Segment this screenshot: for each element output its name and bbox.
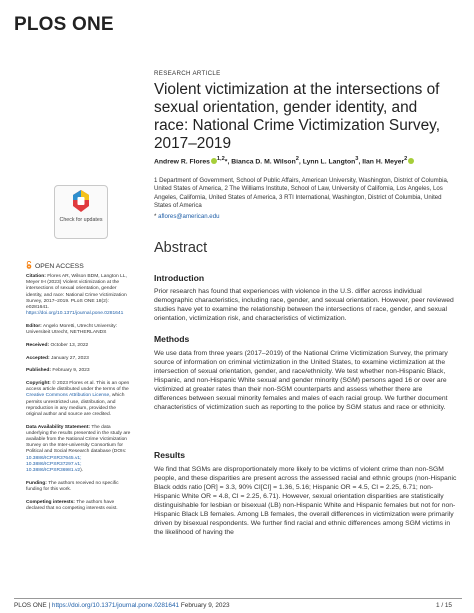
author-name[interactable]: Lynn L. Langton (302, 158, 356, 166)
author-name[interactable]: Bianca D. M. Wilson (231, 158, 296, 166)
open-lock-icon (26, 261, 32, 269)
data-doi-links[interactable]: 10.3886/ICPSR37645.v1; 10.3886/ICPSR37297.v1; 10.3886/ICPSR36981.v2 (26, 455, 82, 474)
open-access-text: OPEN ACCESS (35, 263, 84, 270)
author-name[interactable]: Andrew R. Flores (154, 158, 210, 166)
competing-interests-block: Competing interests: The authors have declared that no competing interests exist. (26, 499, 118, 511)
editor-block: Editor: Angelo Moretti, Utrecht University: Universiteit Utrecht, NETHERLANDS (26, 323, 118, 336)
check-for-updates-label: Check for updates (59, 217, 103, 223)
methods-text: We use data from three years (2017–2019) of the National Crime Victimization Survey, the primary source of information on criminal victimization in the United States, to examine victimization at the intersection of sexual orientation, gender, and race/ethnicity. We test whether non-Hispanic Black, Hispanic, and non-Hispanic White sexual and gender minority (SGM) persons aged 16 or over are victimized at greater rates than their non-SGM counterparts and assess whether there are differences between sexual minority females and males of each racial group. We further document characteristics of victimization such as reporting to the police by SGM status and race or ethnicity. (154, 350, 448, 411)
email-link[interactable]: aflores@american.edu (158, 213, 220, 220)
citation-doi-link[interactable]: https://doi.org/10.1371/journal.pone.0281641 (26, 311, 124, 317)
journal-logo: PLOS ONE (14, 14, 114, 35)
open-access-label (26, 261, 84, 270)
orcid-icon[interactable] (408, 158, 414, 164)
affiliations: 1 Department of Government, School of Public Affairs, American University, Washington, District of Columbia, United States of America, 2 The Williams Institute, School of Law, University of California, Los Angeles, Los Angeles, California, United States of America, 3 RTI International, Washington, District of Columbia, United States of America (154, 177, 449, 210)
license-link[interactable]: Creative Commons Attribution License (26, 393, 110, 399)
accepted-block: Accepted: January 27, 2023 (26, 355, 89, 361)
results-text: We find that SGMs are disproportionately more likely to be victims of violent crime than non-SGM people, and these disparities are present across the assessed racial and ethnic groups (non-Hispanic Black odds ratio [OR] = 3.3, 90% CI[CI] = 1.36, 5.16; Hispanic OR = 4.5, CI = 2.25, 6.71; non-Hispanic White OR = 4.8, CI = 2.25, 6.71). However, sexual orientation disparities are statistically distinguishable for lesbian or bisexual (LB) non-Hispanic White and Hispanic females but not for non-Hispanic Black LB females. Among LB females, the overall differences in victimization were primarily driven by bisexual respondents. We further find racial and ethnic differences among SGM victims in the likelihood of having the (154, 466, 457, 536)
author-list: Andrew R. Flores $^{1,2}$*, Bianca D. M. Wilson$^2$, Lynn L. Langton$^3$, Ilan H. Meyer$^2$ (154, 156, 454, 165)
article-type-label: RESEARCH ARTICLE (154, 70, 221, 77)
funding-block: Funding: The authors received no specific funding for this work. (26, 480, 119, 492)
methods-heading: Methods (154, 334, 190, 344)
corresponding-email: * aflores@american.edu (154, 213, 220, 220)
citation-block: Citation: Flores AR, Wilson BDM, Langton LL, Meyer IH (2023) Violent victimization at the intersections of sexual orientation, gender identity, and race: National Crime Victimization Survey, 2017–2019. PLoS ONE 18(2): e0281641. https://doi.org/10.1371/journal.pone.0281641 (26, 274, 127, 317)
article-metadata-sidebar (26, 274, 132, 519)
footer-citation: PLOS ONE | https://doi.org/10.1371/journal.pone.0281641 February 9, 2023 (14, 602, 230, 609)
article-title: Violent victimization at the intersections of sexual orientation, gender identity, and race: National Crime Victimization Survey, 2017–2019 (154, 81, 440, 152)
footer-divider (14, 598, 462, 599)
page-number: 1 / 15 (436, 602, 452, 609)
results-heading: Results (154, 450, 186, 460)
data-availability-block: Data Availability Statement: The data underlying the results presented in the study are available from the National Crime Victimization Survey on the Inter-university Consortium for Political and Social Research database (DOIs: 10.3886/ICPSR37645.v1; 10.3886/ICPSR37297.v1; 10.3886/ICPSR36981.v2). (26, 424, 131, 474)
received-block: Received: October 13, 2022 (26, 342, 89, 348)
crossmark-icon (55, 186, 107, 216)
footer-doi-link[interactable]: https://doi.org/10.1371/journal.pone.0281641 (51, 602, 180, 609)
introduction-text: Prior research has found that experiences with violence in the U.S. differ across individual demographic characteristics, including race, gender, and sexual orientation. However, peer reviewed studies have yet to examine the relationship between the intersections of race, gender, and sexual orientation, victimization risk, and characteristics of victimization. (154, 288, 454, 322)
check-for-updates-badge[interactable] (54, 185, 108, 239)
abstract-heading: Abstract (154, 240, 208, 256)
introduction-heading: Introduction (154, 273, 205, 283)
copyright-block: Copyright: © 2023 Flores et al. This is an open access article distributed under the terms of the Creative Commons Attribution License, which permits unrestricted use, distribution, and reproduction in any medium, provided the original author and source are credited. (26, 380, 130, 417)
author-name[interactable]: Ilan H. Meyer (362, 158, 405, 166)
published-block: Published: February 9, 2023 (26, 368, 90, 374)
